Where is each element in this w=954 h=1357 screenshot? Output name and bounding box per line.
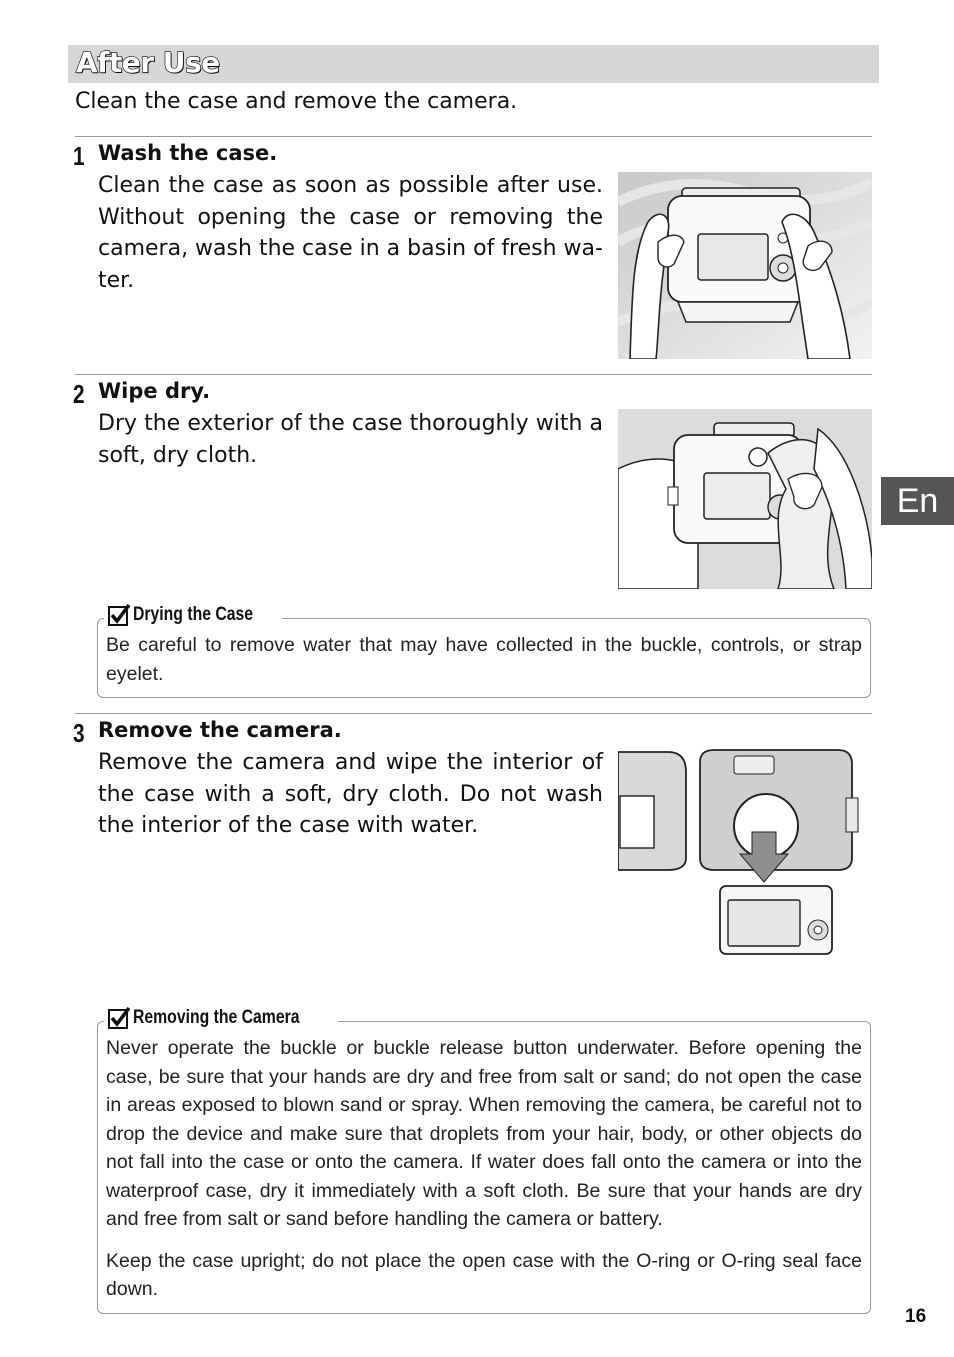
note-removing-the-camera: [97, 1007, 871, 1314]
page-number: 16: [905, 1306, 927, 1327]
note-paragraph: Keep the case upright; do not place the open case with the O-ring or O-ring seal face down.: [106, 1249, 862, 1300]
step-number: 3: [73, 718, 85, 748]
wipe-dry-illustration: [618, 409, 872, 589]
note-paragraph: Never operate the buckle or buckle release button underwater. Before opening the case, be sure that your hands are dry and free from salt or sand; do not open the case in areas exposed to blown sand or spray. When removing the camera, be careful not to drop the device and make sure that droplets from your hair, body, or other objects do not fall into the case or onto the camera. If water does fall onto the camera or into the waterproof case, dry it immediately with a soft cloth. Be sure that your hands are dry and free from salt or sand before handling the camera or battery.: [106, 1037, 862, 1230]
note-title: Removing the Camera: [133, 1007, 300, 1028]
note-header: [104, 604, 282, 626]
note-paragraph: Be careful to remove water that may have collected in the buckle, controls, or strap eyelet.: [106, 634, 862, 685]
step-title: Remove the camera.: [98, 718, 342, 742]
note-header: [104, 1007, 338, 1029]
step-title: Wipe dry.: [98, 379, 211, 403]
divider: [75, 136, 872, 137]
section-header: [68, 45, 879, 83]
remove-camera-illustration: [618, 748, 863, 956]
step-body: Dry the exterior of the case thoroughly with a soft, dry cloth.: [98, 411, 603, 468]
wash-case-illustration: [618, 172, 872, 359]
checkmark-icon: [108, 1007, 130, 1029]
step-title: Wash the case.: [98, 141, 278, 165]
step-number: 2: [73, 379, 85, 409]
step-body: Clean the case as soon as possible after use. Without opening the case or removing the camera, wash the case in a basin of fresh water.: [98, 173, 603, 293]
checkmark-icon: [108, 604, 130, 626]
divider: [75, 713, 872, 714]
note-drying-the-case: [97, 604, 871, 698]
divider: [75, 374, 872, 375]
note-title: Drying the Case: [133, 604, 254, 625]
language-tab: En: [881, 477, 954, 525]
intro-text: Clean the case and remove the camera.: [75, 89, 518, 114]
step-body: Remove the camera and wipe the interior of the case with a soft, dry cloth. Do not wash the interior of the case with water.: [98, 750, 603, 838]
section-title: After Use: [76, 46, 220, 79]
step-number: 1: [73, 141, 85, 171]
